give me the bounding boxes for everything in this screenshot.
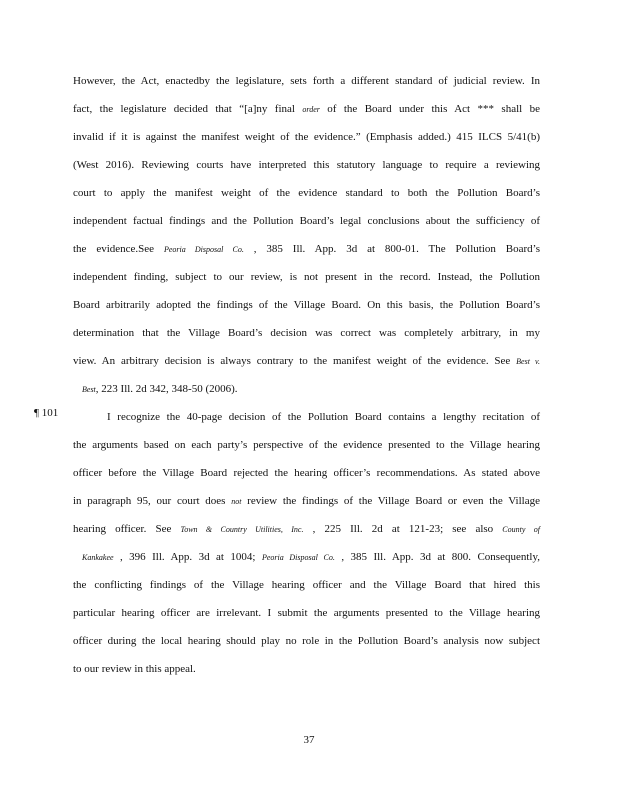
text-line bbox=[73, 522, 540, 537]
text-line bbox=[73, 242, 540, 257]
page-number: 37 bbox=[303, 734, 315, 746]
text-run: fact, the legislature decided that “[a]ny final bbox=[73, 103, 303, 115]
text-line bbox=[73, 354, 540, 369]
citation-italic: Town & Country Utilities, Inc. bbox=[180, 525, 304, 534]
text-run: the conflicting findings of the Village hearing officer and the Village Board that hired this bbox=[73, 579, 540, 591]
text-line bbox=[73, 130, 540, 144]
paragraph-number: ¶ 101 bbox=[34, 407, 59, 419]
text-run: However, the Act, enactedby the legislature, sets forth a different standard of judicial review. In bbox=[73, 75, 540, 87]
text-line bbox=[73, 466, 540, 480]
text-line bbox=[73, 270, 540, 284]
citation-italic: County of bbox=[502, 525, 541, 534]
text-line bbox=[73, 410, 540, 424]
citation-italic: order bbox=[302, 105, 320, 114]
text-line bbox=[73, 494, 540, 509]
citation-italic: Best bbox=[82, 385, 96, 394]
text-line bbox=[73, 298, 540, 312]
text-run: determination that the Village Board’s decision was correct was completely arbitrary, in my bbox=[73, 327, 540, 339]
text-line bbox=[82, 382, 540, 397]
text-line bbox=[73, 634, 540, 648]
citation-italic: Kankakee bbox=[82, 553, 114, 562]
text-run: the evidence.See bbox=[73, 243, 164, 255]
text-run: to our review in this appeal. bbox=[73, 663, 196, 675]
text-run: I recognize the 40-page decision of the Pollution Board contains a lengthy recitation of bbox=[107, 411, 540, 423]
text-line bbox=[73, 662, 540, 676]
citation-italic: not bbox=[231, 497, 242, 506]
text-run: officer during the local hearing should play no role in the Pollution Board’s analysis now subject bbox=[73, 635, 540, 647]
text-line bbox=[73, 74, 540, 88]
text-run: Board arbitrarily adopted the findings of the Village Board. On this basis, the Pollution Board’s bbox=[73, 299, 540, 311]
text-run: , 396 Ill. App. 3d at 1004; bbox=[113, 551, 262, 563]
text-run: (West 2016). Reviewing courts have interpreted this statutory language to require a reviewing bbox=[73, 159, 540, 171]
text-run: invalid if it is against the manifest weight of the evidence.” (Emphasis added.) 415 ILCS 5/41(b) bbox=[73, 131, 540, 143]
text-run: view. An arbitrary decision is always contrary to the manifest weight of the evidence. See bbox=[73, 355, 517, 367]
text-run: the arguments based on each party’s perspective of the evidence presented to the Village hearing bbox=[73, 439, 540, 451]
text-run: hearing officer. See bbox=[73, 523, 181, 535]
citation-italic: Peoria Disposal Co. bbox=[261, 553, 335, 562]
text-line bbox=[73, 186, 540, 200]
text-run: , 223 Ill. 2d 342, 348-50 (2006). bbox=[95, 383, 238, 395]
text-run: officer before the Village Board rejected the hearing officer’s recommendations. As stated above bbox=[73, 467, 540, 479]
text-run: , 225 Ill. 2d at 121-23; see also bbox=[303, 523, 503, 535]
text-run: independent factual findings and the Pollution Board’s legal conclusions about the sufficiency of bbox=[73, 215, 540, 227]
text-line bbox=[82, 550, 540, 565]
text-line bbox=[73, 578, 540, 592]
text-line bbox=[73, 438, 540, 452]
text-line bbox=[73, 606, 540, 620]
citation-italic: Best v. bbox=[516, 357, 541, 366]
text-line bbox=[73, 102, 540, 117]
text-run: , 385 Ill. App. 3d at 800-01. The Pollution Board’s bbox=[243, 243, 541, 255]
text-run: independent finding, subject to our review, is not present in the record. Instead, the Pollution bbox=[73, 271, 540, 283]
text-run: in paragraph 95, our court does bbox=[73, 495, 232, 507]
text-line bbox=[73, 214, 540, 228]
text-line bbox=[73, 158, 540, 172]
text-line bbox=[73, 326, 540, 340]
text-run: court to apply the manifest weight of the evidence standard to both the Pollution Board’s bbox=[73, 187, 540, 199]
citation-italic: Peoria Disposal Co. bbox=[163, 245, 244, 254]
text-run: of the Board under this Act *** shall be bbox=[319, 103, 540, 115]
text-run: , 385 Ill. App. 3d at 800. Consequently, bbox=[334, 551, 540, 563]
text-run: review the findings of the Village Board or even the Village bbox=[241, 495, 540, 507]
text-run: particular hearing officer are irrelevant. I submit the arguments presented to the Village hearing bbox=[73, 607, 540, 619]
